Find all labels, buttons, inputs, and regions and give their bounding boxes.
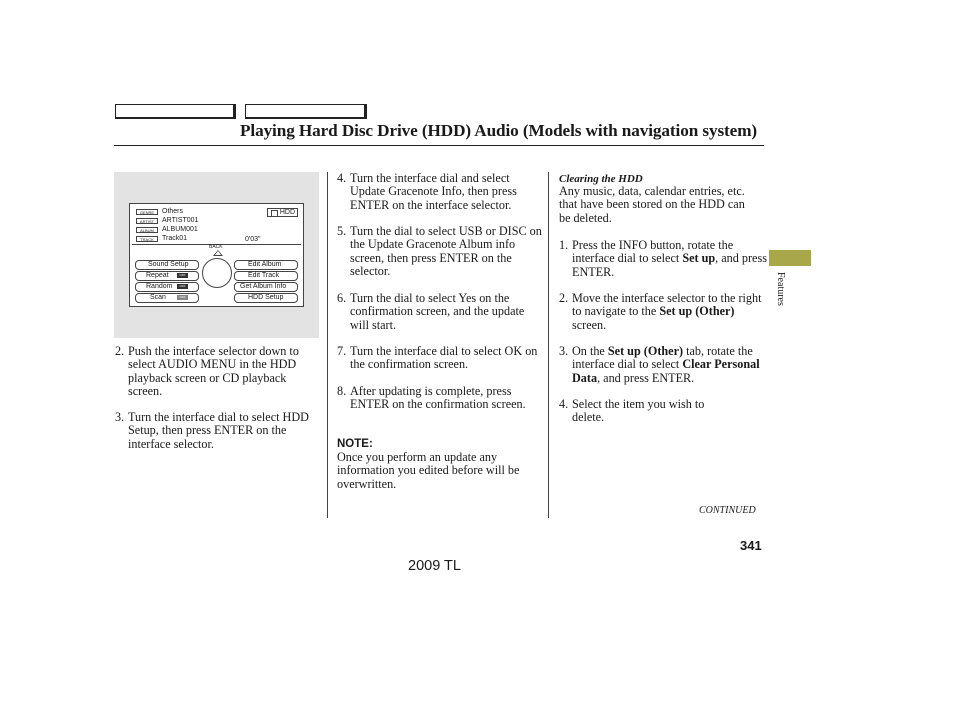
nav-box-right[interactable] bbox=[245, 104, 367, 119]
step-text-part: , and press ENTER. bbox=[572, 251, 767, 279]
step-text-part: Press the INFO button, rotate the interface dial to select bbox=[572, 238, 734, 266]
menu-hdd-setup: HDD Setup bbox=[248, 294, 284, 301]
step-number: 1. bbox=[559, 238, 569, 252]
dial-icon bbox=[202, 258, 232, 288]
step-8 bbox=[337, 385, 545, 412]
menu-btn-scan[interactable] bbox=[135, 293, 199, 303]
continued-label: CONTINUED bbox=[699, 505, 756, 516]
artist-value: ARTIST001 bbox=[162, 217, 199, 224]
step-number: 2. bbox=[115, 344, 125, 358]
clear-step-2 bbox=[559, 292, 769, 332]
step-text-part: On the bbox=[572, 344, 608, 358]
menu-repeat: Repeat bbox=[146, 272, 169, 279]
up-arrow-icon bbox=[213, 250, 223, 256]
step-text: Turn the dial to select Yes on the confirmation screen, and the update will start. bbox=[350, 291, 525, 332]
page-title: Playing Hard Disc Drive (HDD) Audio (Models with navigation system) bbox=[240, 121, 758, 140]
elapsed-time: 0'03" bbox=[245, 236, 261, 243]
page-number: 341 bbox=[740, 538, 762, 553]
section-label-text: Features bbox=[775, 272, 786, 306]
repeat-state: OFF bbox=[177, 273, 188, 278]
step-text bbox=[572, 292, 769, 332]
intro-text: Any music, data, calendar entries, etc. that have been stored on the HDD can be deleted. bbox=[559, 184, 745, 225]
scan-state: OFF bbox=[177, 295, 188, 300]
back-label: BACK bbox=[209, 244, 223, 250]
menu-term: Set up (Other) bbox=[607, 344, 684, 358]
step-number: 3. bbox=[559, 344, 569, 358]
menu-edit-album: Edit Album bbox=[248, 261, 282, 268]
nav-box-left[interactable] bbox=[115, 104, 236, 119]
step-number: 6. bbox=[337, 291, 347, 305]
menu-edit-track: Edit Track bbox=[248, 272, 280, 279]
step-5 bbox=[337, 225, 545, 278]
step-text: Turn the interface dial to select OK on the confirmation screen. bbox=[350, 344, 538, 372]
step-number: 8. bbox=[337, 384, 347, 398]
hdd-audio-menu-screen bbox=[129, 203, 304, 307]
step-text-part: screen. bbox=[572, 317, 607, 332]
artist-tag: ARTIST bbox=[136, 218, 158, 224]
genre-value: Others bbox=[162, 208, 184, 215]
step-text bbox=[572, 345, 769, 385]
column-divider-1 bbox=[327, 172, 328, 518]
section-label bbox=[776, 272, 786, 316]
section-subheading: Clearing the HDD bbox=[559, 173, 643, 185]
step-text: After updating is complete, press ENTER on the confirmation screen. bbox=[350, 384, 526, 412]
random-state: OFF bbox=[177, 284, 188, 289]
step-number: 3. bbox=[115, 410, 125, 424]
step-text-part: , and press ENTER. bbox=[597, 370, 695, 385]
step-text: Select the item you wish to delete. bbox=[572, 397, 705, 425]
step-2 bbox=[115, 345, 322, 398]
model-label: 2009 TL bbox=[408, 558, 461, 574]
menu-term: Set up (Other) bbox=[659, 304, 735, 319]
clear-step-4 bbox=[559, 398, 739, 425]
genre-tag: GENRE bbox=[136, 209, 158, 215]
step-text: Turn the dial to select USB or DISC on the Update Gracenote Album info screen, then press ENTER on the selector. bbox=[350, 224, 542, 278]
menu-scan: Scan bbox=[150, 294, 166, 301]
column-divider-2 bbox=[548, 172, 549, 518]
menu-random: Random bbox=[146, 283, 173, 290]
step-number: 7. bbox=[337, 344, 347, 358]
step-text: Push the interface selector down to select AUDIO MENU in the HDD playback screen or CD playback screen. bbox=[128, 344, 299, 398]
track-tag: TRACK bbox=[136, 236, 158, 242]
disc-icon bbox=[271, 210, 278, 217]
step-text-part: tab, rotate the interface dial to select bbox=[572, 344, 753, 372]
step-text: Turn the interface dial to select HDD Setup, then press ENTER on the interface selector. bbox=[128, 410, 309, 451]
step-number: 5. bbox=[337, 224, 347, 238]
step-number: 2. bbox=[559, 291, 569, 305]
album-value: ALBUM001 bbox=[162, 226, 198, 233]
step-text-part: Move the interface selector to the right to navigate to the bbox=[572, 291, 762, 319]
note-text: Once you perform an update any information you edited before will be overwritten. bbox=[337, 450, 520, 491]
source-label: HDD bbox=[279, 209, 295, 216]
clear-step-1 bbox=[559, 239, 769, 279]
menu-sound-setup: Sound Setup bbox=[148, 261, 189, 268]
menu-term: Clear Personal Data bbox=[572, 357, 760, 385]
step-number: 4. bbox=[559, 397, 569, 411]
step-3 bbox=[115, 411, 322, 451]
step-text: Turn the interface dial and select Update Gracenote Info, then press ENTER on the interface selector. bbox=[350, 171, 517, 212]
note-label: NOTE: bbox=[337, 438, 373, 450]
album-tag: ALBUM bbox=[136, 227, 158, 233]
step-text bbox=[572, 239, 769, 279]
clear-step-3 bbox=[559, 345, 769, 385]
step-4 bbox=[337, 172, 545, 212]
menu-get-album-info: Get Album Info bbox=[240, 283, 287, 290]
menu-term: Set up bbox=[682, 251, 716, 266]
track-value: Track01 bbox=[162, 235, 188, 242]
title-rule bbox=[114, 145, 764, 146]
step-6 bbox=[337, 292, 545, 332]
section-tab bbox=[769, 250, 811, 266]
step-7 bbox=[337, 345, 545, 372]
source-indicator bbox=[267, 208, 298, 217]
step-number: 4. bbox=[337, 171, 347, 185]
